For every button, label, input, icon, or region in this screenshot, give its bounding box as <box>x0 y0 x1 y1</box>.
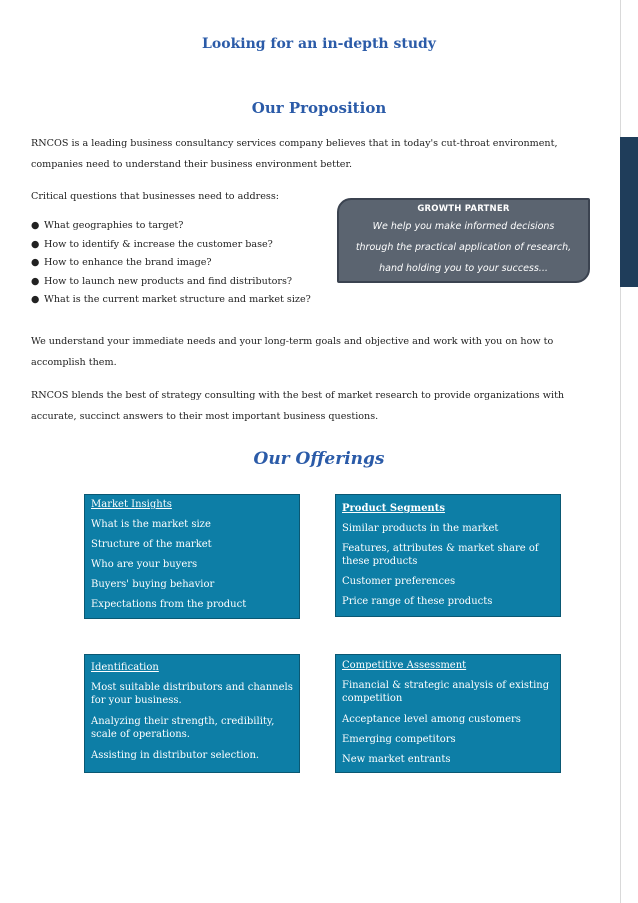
list-item: ● How to launch new products and find distributors? <box>31 273 341 292</box>
list-item: New market entrants <box>342 754 451 765</box>
list-item: ● How to enhance the brand image? <box>31 254 341 273</box>
list-item: Similar products in the market <box>342 523 499 534</box>
list-item: Customer preferences <box>342 576 456 587</box>
blend-paragraph: RNCOS blends the best of strategy consulting with the best of market research to provide organizations with accurate, succinct answers to their most important business questions. <box>31 390 565 422</box>
questions-intro: Critical questions that businesses need to address: <box>31 191 279 202</box>
competitive-assessment-title: Competitive Assessment <box>342 660 467 671</box>
list-item: Buyers' buying behavior <box>91 579 215 590</box>
questions-list <box>31 217 341 310</box>
list-item: Who are your buyers <box>91 559 198 570</box>
growth-partner-line: through the practical application of research, <box>355 242 572 253</box>
offerings-heading: Our Offerings <box>253 449 385 469</box>
list-item: Expectations from the product <box>91 599 247 610</box>
market-insights-box <box>84 494 300 619</box>
list-item: Analyzing their strength, credibility, scale of operations. <box>91 716 275 740</box>
list-item: Assisting in distributor selection. <box>91 750 260 761</box>
product-segments-title: Product Segments <box>342 503 445 514</box>
list-item: Price range of these products <box>342 596 493 607</box>
product-segments-box <box>335 494 561 617</box>
growth-partner-box <box>337 198 590 283</box>
bullet-icon: ● <box>31 220 40 231</box>
bullet-icon: ● <box>31 294 40 305</box>
list-item: ● How to identify & increase the customer base? <box>31 236 341 255</box>
list-item: What is the market size <box>91 519 211 530</box>
list-item: ● What geographies to target? <box>31 217 341 236</box>
list-item: Financial & strategic analysis of existing competition <box>342 680 550 704</box>
list-item: Acceptance level among customers <box>342 714 521 725</box>
top-heading: Looking for an in-depth study <box>202 36 436 52</box>
list-item: Most suitable distributors and channels for your business. <box>91 682 293 706</box>
growth-partner-line: hand holding you to your success... <box>379 263 548 274</box>
bullet-icon: ● <box>31 238 40 250</box>
bullet-icon: ● <box>31 275 40 287</box>
bullet-icon: ● <box>31 257 40 268</box>
list-item: ● What is the current market structure and market size? <box>31 291 341 310</box>
market-insights-title: Market Insights <box>91 499 172 510</box>
identification-title: Identification <box>91 662 159 673</box>
list-item: Structure of the market <box>91 539 212 550</box>
list-item: Emerging competitors <box>342 734 456 745</box>
needs-paragraph: We understand your immediate needs and your long-term goals and objective and work with you on how to accomplish them. <box>31 336 554 368</box>
side-tab-marker <box>620 137 638 287</box>
identification-box <box>84 654 300 773</box>
growth-partner-title: GROWTH PARTNER <box>417 204 510 214</box>
growth-partner-line: We help you make informed decisions <box>372 221 555 232</box>
intro-paragraph: RNCOS is a leading business consultancy services company believes that in today's cut-throat environment, companies need to understand their business environment better. <box>31 138 558 170</box>
proposition-heading: Our Proposition <box>251 99 387 117</box>
list-item: Features, attributes & market share of these products <box>342 543 539 567</box>
competitive-assessment-box <box>335 654 561 773</box>
